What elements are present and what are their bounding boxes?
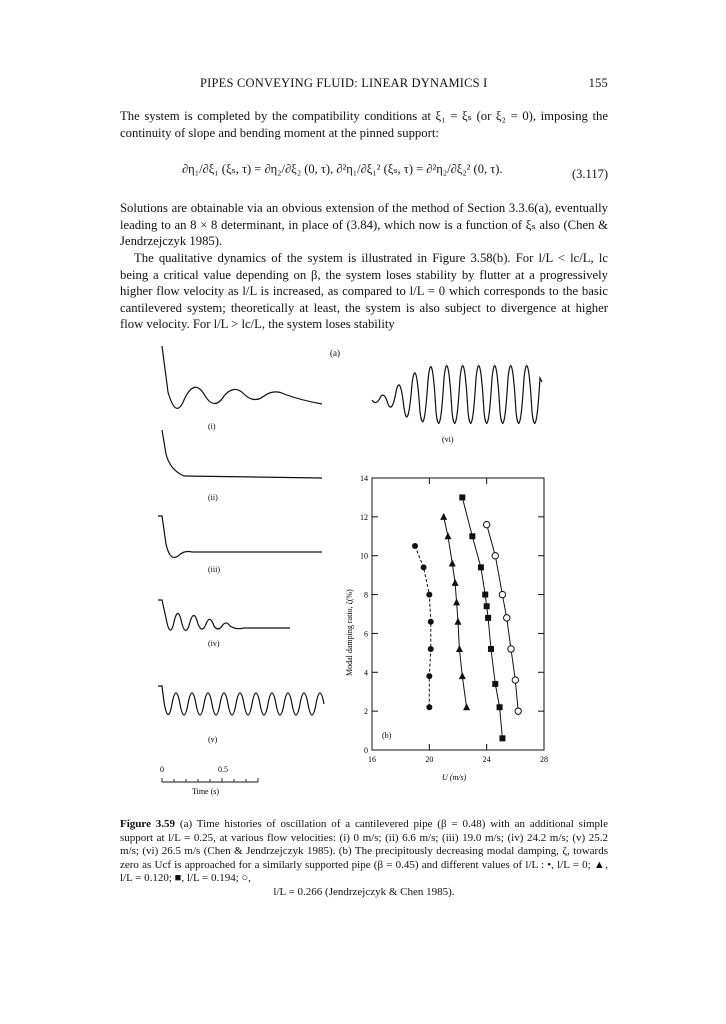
- point-lL-0120: [455, 618, 462, 625]
- point-lL-0120: [452, 579, 459, 586]
- point-lL-0194: [499, 735, 505, 741]
- point-lL-0266: [483, 521, 489, 527]
- paragraph-1: The system is completed by the compatibility conditions at ξ₁ = ξₛ (or ξ₂ = 0), imposing the continuity of slope and bending moment at the pinned support:: [120, 109, 608, 140]
- y-tick-label: 8: [364, 590, 368, 600]
- point-lL-0120: [456, 645, 463, 652]
- trace-iv-label: (iv): [208, 639, 220, 648]
- y-axis-label: Modal damping ratio, ζ(%): [345, 589, 354, 676]
- point-lL-0120: [444, 532, 451, 539]
- trace-iii-label: (iii): [208, 565, 220, 574]
- y-tick-label: 10: [360, 551, 368, 561]
- time-scale-ticks: [162, 778, 258, 782]
- trace-ii-label: (ii): [208, 493, 218, 502]
- point-lL-0194: [469, 533, 475, 539]
- time-scale-start: 0: [160, 765, 164, 774]
- point-lL-0: [426, 673, 432, 679]
- x-tick-label: 16: [368, 755, 376, 764]
- time-scale-end: 0.5: [218, 765, 228, 774]
- y-tick-label: 2: [364, 707, 368, 717]
- point-lL-0120: [459, 672, 466, 679]
- caption-text: (a) Time histories of oscillation of a cantilevered pipe (β = 0.48) with an additional simple support at l/L = 0.25, at various flow velocities: (i) 0 m/s; (ii) 6.6 m/s; (iii) 19.0 m/s; (iv) 24.2 m/s; (v) 25.2 m/s; (vi) 26.5 m/s (Chen & Jendrzejczyk 1985). (b) The precipitously decreasing modal damping, ζ, towards zero as Ucf is approached for a similarly supported pipe (β = 0.45) and different values of l/L : •, l/L = 0; ▲, l/L = 0.120; ■, l/L = 0.194; ○,: [120, 818, 608, 885]
- panel-a-label: (a): [330, 348, 340, 358]
- point-lL-0: [426, 704, 432, 710]
- point-lL-0194: [497, 704, 503, 710]
- y-tick-label: 4: [364, 668, 368, 678]
- point-lL-0194: [492, 681, 498, 687]
- trace-ii: [162, 430, 322, 478]
- figure-svg: [140, 342, 560, 802]
- point-lL-0120: [453, 598, 460, 605]
- chart-marks: [412, 494, 521, 741]
- trace-i-label: (i): [208, 422, 216, 431]
- paragraph-3: The qualitative dynamics of the system is illustrated in Figure 3.58(b). For l/L < lc/L, lc being a critical value depending on β, the system loses stability by flutter at a progressively higher flow velocity as l/L is increased, as compared to l/L = 0 which corresponds to the basic cantilevered system; theoretically at least, the system is also subject to divergence at higher flow velocity. For l/L > lc/L, the system loses stability: [120, 251, 608, 331]
- point-lL-0120: [449, 559, 456, 566]
- point-lL-0266: [504, 615, 510, 621]
- x-axis-label: U (m/s): [442, 773, 467, 782]
- x-tick-label: 28: [540, 755, 548, 764]
- page-number: 155: [588, 76, 608, 90]
- time-scale-bar: [160, 765, 258, 796]
- point-lL-0: [412, 543, 418, 549]
- y-tick-label: 0: [364, 746, 368, 755]
- point-lL-0120: [463, 703, 470, 710]
- damping-chart: [345, 474, 548, 782]
- point-lL-0266: [512, 677, 518, 683]
- point-lL-0: [428, 619, 434, 625]
- figure-3-59: [140, 342, 560, 807]
- point-lL-0194: [478, 564, 484, 570]
- point-lL-0: [421, 564, 427, 570]
- trace-iii: [158, 516, 322, 558]
- point-lL-0: [428, 646, 434, 652]
- trace-vi: [372, 366, 542, 424]
- chart-lines: [415, 497, 518, 738]
- panel-b-label: (b): [382, 731, 392, 740]
- point-lL-0266: [515, 708, 521, 714]
- y-tick-label: 14: [360, 474, 368, 483]
- running-title: PIPES CONVEYING FLUID: LINEAR DYNAMICS I: [200, 76, 488, 90]
- x-tick-label: 24: [482, 755, 491, 764]
- equation-number: (3.117): [572, 167, 608, 181]
- x-tick-label: 20: [425, 755, 434, 764]
- point-lL-0: [426, 592, 432, 598]
- point-lL-0266: [492, 553, 498, 559]
- series-line-2: [462, 497, 502, 738]
- trace-iv: [158, 600, 290, 631]
- point-lL-0194: [488, 646, 494, 652]
- point-lL-0266: [508, 646, 514, 652]
- equation-body: ∂η₁/∂ξ₁ (ξₛ, τ) = ∂η₂/∂ξ₂ (0, τ), ∂²η₁/∂ξ₁² (ξₛ, τ) = ∂²η₂/∂ξ₂² (0, τ).: [182, 162, 503, 176]
- point-lL-0194: [482, 592, 488, 598]
- point-lL-0266: [499, 591, 505, 597]
- y-tick-label: 6: [364, 629, 368, 639]
- trace-v: [158, 686, 324, 715]
- equation-3-117: [120, 151, 608, 201]
- trace-i: [162, 346, 322, 408]
- paragraph-2: Solutions are obtainable via an obvious extension of the method of Section 3.3.6(a), eventually leading to an 8 × 8 determinant, in place of (3.84), which now is a function of ξₛ also (Chen & Jendrzejczyk 1985).: [120, 201, 608, 248]
- chart-ticks: [360, 474, 548, 764]
- point-lL-0194: [484, 603, 490, 609]
- caption-last-line: l/L = 0.266 (Jendrzejczyk & Chen 1985).: [273, 885, 455, 898]
- point-lL-0194: [485, 615, 491, 621]
- y-tick-label: 12: [360, 512, 368, 522]
- figure-caption: [120, 818, 608, 900]
- point-lL-0120: [440, 513, 447, 520]
- point-lL-0194: [459, 494, 465, 500]
- caption-label: Figure 3.59: [120, 818, 176, 830]
- trace-v-label: (v): [208, 735, 218, 744]
- time-scale-label: Time (s): [192, 787, 220, 796]
- trace-vi-label: (vi): [442, 435, 454, 444]
